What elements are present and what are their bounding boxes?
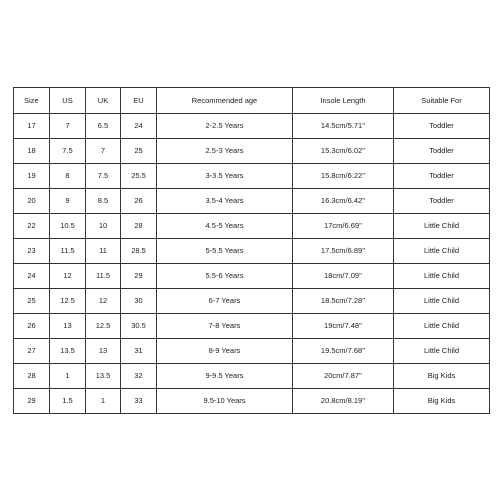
cell-size: 18 bbox=[14, 139, 50, 164]
table-row bbox=[14, 389, 490, 414]
cell-insole-length: 15.8cm/6.22'' bbox=[293, 164, 394, 189]
header-suitable-for: Suitable For bbox=[394, 88, 490, 114]
cell-uk: 6.5 bbox=[86, 114, 121, 139]
cell-insole-length: 18.5cm/7.28'' bbox=[293, 289, 394, 314]
cell-size: 28 bbox=[14, 364, 50, 389]
cell-recommended-age: 3-3.5 Years bbox=[157, 164, 293, 189]
header-insole-length: Insole Length bbox=[293, 88, 394, 114]
table-row bbox=[14, 189, 490, 214]
cell-recommended-age: 2-2.5 Years bbox=[157, 114, 293, 139]
cell-eu: 33 bbox=[121, 389, 157, 414]
table-body bbox=[14, 114, 490, 414]
cell-eu: 26 bbox=[121, 189, 157, 214]
cell-eu: 25 bbox=[121, 139, 157, 164]
cell-insole-length: 18cm/7.09'' bbox=[293, 264, 394, 289]
cell-recommended-age: 5-5.5 Years bbox=[157, 239, 293, 264]
cell-us: 11.5 bbox=[50, 239, 86, 264]
cell-size: 25 bbox=[14, 289, 50, 314]
cell-recommended-age: 2.5-3 Years bbox=[157, 139, 293, 164]
cell-eu: 24 bbox=[121, 114, 157, 139]
table-row bbox=[14, 339, 490, 364]
cell-uk: 8.5 bbox=[86, 189, 121, 214]
cell-us: 8 bbox=[50, 164, 86, 189]
cell-suitable-for: Little Child bbox=[394, 289, 490, 314]
cell-eu: 30.5 bbox=[121, 314, 157, 339]
table-header bbox=[14, 88, 490, 114]
cell-suitable-for: Toddler bbox=[394, 114, 490, 139]
cell-insole-length: 14.5cm/5.71'' bbox=[293, 114, 394, 139]
cell-recommended-age: 7-8 Years bbox=[157, 314, 293, 339]
cell-insole-length: 16.3cm/6.42'' bbox=[293, 189, 394, 214]
cell-us: 10.5 bbox=[50, 214, 86, 239]
cell-suitable-for: Big Kids bbox=[394, 364, 490, 389]
cell-suitable-for: Little Child bbox=[394, 264, 490, 289]
table-row bbox=[14, 239, 490, 264]
cell-suitable-for: Little Child bbox=[394, 314, 490, 339]
cell-recommended-age: 9-9.5 Years bbox=[157, 364, 293, 389]
cell-size: 26 bbox=[14, 314, 50, 339]
cell-insole-length: 17.5cm/6.89'' bbox=[293, 239, 394, 264]
cell-uk: 7.5 bbox=[86, 164, 121, 189]
cell-us: 1.5 bbox=[50, 389, 86, 414]
table-row bbox=[14, 264, 490, 289]
cell-us: 9 bbox=[50, 189, 86, 214]
cell-size: 22 bbox=[14, 214, 50, 239]
cell-recommended-age: 9.5-10 Years bbox=[157, 389, 293, 414]
table-row bbox=[14, 289, 490, 314]
header-uk: UK bbox=[86, 88, 121, 114]
cell-eu: 32 bbox=[121, 364, 157, 389]
cell-suitable-for: Toddler bbox=[394, 164, 490, 189]
cell-uk: 11.5 bbox=[86, 264, 121, 289]
cell-insole-length: 19.5cm/7.68'' bbox=[293, 339, 394, 364]
cell-us: 13.5 bbox=[50, 339, 86, 364]
table-row bbox=[14, 364, 490, 389]
cell-eu: 28 bbox=[121, 214, 157, 239]
cell-size: 17 bbox=[14, 114, 50, 139]
cell-suitable-for: Big Kids bbox=[394, 389, 490, 414]
header-row bbox=[14, 88, 490, 114]
cell-insole-length: 20cm/7.87'' bbox=[293, 364, 394, 389]
cell-suitable-for: Toddler bbox=[394, 189, 490, 214]
cell-us: 12 bbox=[50, 264, 86, 289]
cell-suitable-for: Little Child bbox=[394, 239, 490, 264]
cell-uk: 7 bbox=[86, 139, 121, 164]
cell-eu: 28.5 bbox=[121, 239, 157, 264]
cell-suitable-for: Little Child bbox=[394, 214, 490, 239]
cell-insole-length: 20.8cm/8.19'' bbox=[293, 389, 394, 414]
cell-size: 24 bbox=[14, 264, 50, 289]
cell-size: 23 bbox=[14, 239, 50, 264]
cell-us: 7 bbox=[50, 114, 86, 139]
cell-recommended-age: 6-7 Years bbox=[157, 289, 293, 314]
table-row bbox=[14, 164, 490, 189]
cell-uk: 1 bbox=[86, 389, 121, 414]
header-us: US bbox=[50, 88, 86, 114]
cell-uk: 11 bbox=[86, 239, 121, 264]
cell-us: 13 bbox=[50, 314, 86, 339]
cell-uk: 13 bbox=[86, 339, 121, 364]
cell-recommended-age: 3.5-4 Years bbox=[157, 189, 293, 214]
cell-size: 29 bbox=[14, 389, 50, 414]
cell-recommended-age: 5.5-6 Years bbox=[157, 264, 293, 289]
cell-insole-length: 19cm/7.48'' bbox=[293, 314, 394, 339]
cell-us: 7.5 bbox=[50, 139, 86, 164]
cell-suitable-for: Little Child bbox=[394, 339, 490, 364]
cell-uk: 12.5 bbox=[86, 314, 121, 339]
cell-size: 20 bbox=[14, 189, 50, 214]
cell-insole-length: 17cm/6.69'' bbox=[293, 214, 394, 239]
cell-recommended-age: 4.5-5 Years bbox=[157, 214, 293, 239]
cell-suitable-for: Toddler bbox=[394, 139, 490, 164]
header-size: Size bbox=[14, 88, 50, 114]
cell-us: 1 bbox=[50, 364, 86, 389]
cell-size: 27 bbox=[14, 339, 50, 364]
cell-eu: 25.5 bbox=[121, 164, 157, 189]
header-eu: EU bbox=[121, 88, 157, 114]
cell-eu: 31 bbox=[121, 339, 157, 364]
table-row bbox=[14, 114, 490, 139]
cell-uk: 12 bbox=[86, 289, 121, 314]
table-row bbox=[14, 314, 490, 339]
cell-recommended-age: 8-9 Years bbox=[157, 339, 293, 364]
cell-uk: 13.5 bbox=[86, 364, 121, 389]
cell-size: 19 bbox=[14, 164, 50, 189]
size-chart-table bbox=[13, 87, 490, 414]
header-recommended-age: Recommended age bbox=[157, 88, 293, 114]
cell-uk: 10 bbox=[86, 214, 121, 239]
cell-us: 12.5 bbox=[50, 289, 86, 314]
table-row bbox=[14, 214, 490, 239]
cell-eu: 29 bbox=[121, 264, 157, 289]
cell-eu: 30 bbox=[121, 289, 157, 314]
cell-insole-length: 15.3cm/6.02'' bbox=[293, 139, 394, 164]
table-row bbox=[14, 139, 490, 164]
